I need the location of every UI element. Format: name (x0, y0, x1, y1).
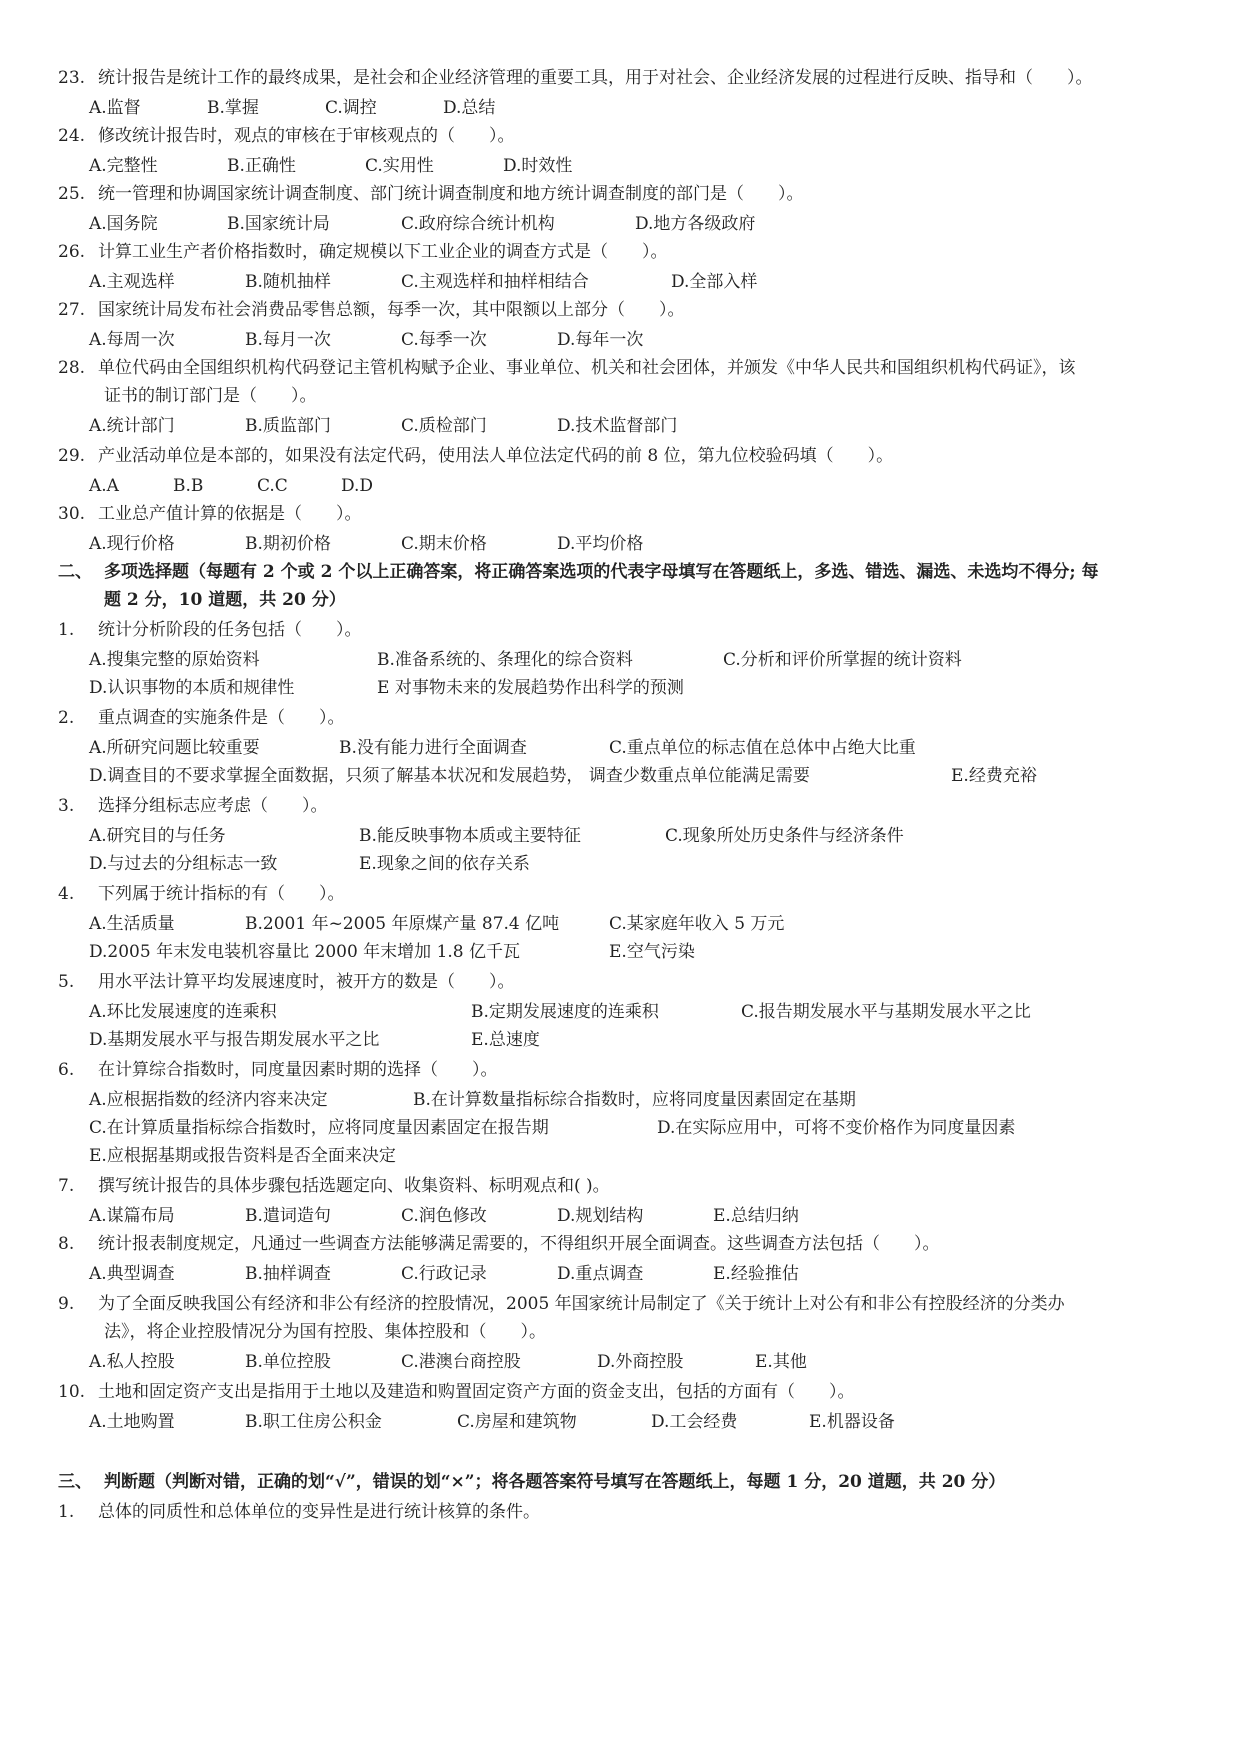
option-b: B.B (173, 476, 204, 496)
question-25: 25. 统一管理和协调国家统计调查制度、部门统计调查制度和地方统计调查制度的部门是（ ）。 (58, 184, 804, 204)
options-row (89, 1000, 1031, 1024)
option-b: B.单位控股 (245, 1352, 331, 1372)
options-row (89, 1028, 540, 1052)
option-d: D.规划结构 (557, 1206, 644, 1226)
option-c: C.某家庭年收入 5 万元 (609, 914, 785, 934)
option-a: A.统计部门 (89, 416, 175, 436)
option-d: D.与过去的分组标志一致 (89, 854, 278, 874)
question-28: 28. 单位代码由全国组织机构代码登记主管机构赋予企业、事业单位、机关和社会团体，并颁发《中华人民共和国组织机构代码证》，该 (58, 358, 1076, 378)
option-e: E.经费充裕 (951, 766, 1037, 786)
option-d: D.基期发展水平与报告期发展水平之比 (89, 1030, 380, 1050)
option-a: A.主观选样 (89, 272, 175, 292)
options-row (89, 648, 962, 672)
section-2-title: 多项选择题（每题有 2 个或 2 个以上正确答案，将正确答案选项的代表字母填写在答题纸上，多选、错选、漏选、未选均不得分; 每 (104, 562, 1099, 582)
option-b: B.没有能力进行全面调查 (339, 738, 527, 758)
question-9-continued: 法》，将企业控股情况分为国有控股、集体控股和（ ）。 (104, 1322, 546, 1342)
option-a: A.生活质量 (89, 914, 175, 934)
option-a: A.土地购置 (89, 1412, 175, 1432)
options-row (89, 1262, 799, 1286)
option-e: E.经验推估 (713, 1264, 799, 1284)
option-c: C.房屋和建筑物 (457, 1412, 577, 1432)
option-a: A.所研究问题比较重要 (89, 738, 260, 758)
multi-question-6: 6. 在计算综合指数时，同度量因素时期的选择（ ）。 (58, 1060, 498, 1080)
options-28 (89, 414, 677, 438)
multi-question-4: 4. 下列属于统计指标的有（ ）。 (58, 884, 345, 904)
question-text: 单位代码由全国组织机构代码登记主管机构赋予企业、事业单位、机关和社会团体，并颁发《中华人民共和国组织机构代码证》，该 (98, 358, 1076, 378)
question-text: 为了全面反映我国公有经济和非公有经济的控股情况，2005 年国家统计局制定了《关于统计上对公有和非公有控股经济的分类办 (98, 1294, 1065, 1314)
option-b: B.正确性 (227, 156, 296, 176)
options-row (89, 824, 904, 848)
option-e: E.现象之间的依存关系 (359, 854, 530, 874)
option-e: E.其他 (755, 1352, 807, 1372)
option-d: D.在实际应用中，可将不变价格作为同度量因素 (657, 1118, 1016, 1138)
question-text: 重点调查的实施条件是（ ）。 (98, 708, 345, 728)
question-text: 土地和固定资产支出是指用于土地以及建造和购置固定资产方面的资金支出，包括的方面有（ ）。 (98, 1382, 855, 1402)
question-text: 统计分析阶段的任务包括（ ）。 (98, 620, 362, 640)
option-b: B.职工住房公积金 (245, 1412, 382, 1432)
option-d: D.每年一次 (557, 330, 644, 350)
option-c: C.分析和评价所掌握的统计资料 (723, 650, 962, 670)
question-26: 26. 计算工业生产者价格指数时，确定规模以下工业企业的调查方式是（ ）。 (58, 242, 668, 262)
option-d: D.重点调查 (557, 1264, 644, 1284)
option-e: E.总结归纳 (713, 1206, 799, 1226)
option-c: C.期末价格 (401, 534, 487, 554)
options-row (89, 764, 1037, 788)
options-30 (89, 532, 643, 556)
option-a: A.监督 (89, 98, 141, 118)
question-text: 修改统计报告时，观点的审核在于审核观点的（ ）。 (98, 126, 515, 146)
section-2-title-continued: 题 2 分，10 道题，共 20 分） (104, 590, 346, 610)
options-row (89, 1144, 396, 1168)
question-30: 30. 工业总产值计算的依据是（ ）。 (58, 504, 362, 524)
option-b: B.质监部门 (245, 416, 331, 436)
options-27 (89, 328, 643, 352)
option-d: D.调查目的不要求掌握全面数据，只须了解基本状况和发展趋势， 调查少数重点单位能满足需要 (89, 766, 810, 786)
option-a: A.现行价格 (89, 534, 175, 554)
option-e: E.总速度 (471, 1030, 540, 1050)
judge-question-1: 1. 总体的同质性和总体单位的变异性是进行统计核算的条件。 (58, 1502, 540, 1522)
options-row (89, 1350, 807, 1374)
multi-question-9: 9. 为了全面反映我国公有经济和非公有经济的控股情况，2005 年国家统计局制定了《关于统计上对公有和非公有控股经济的分类办 (58, 1294, 1065, 1314)
question-text: 统计报表制度规定，凡通过一些调查方法能够满足需要的，不得组织开展全面调查。这些调查方法包括（ ）。 (98, 1234, 940, 1254)
question-text: 总体的同质性和总体单位的变异性是进行统计核算的条件。 (98, 1502, 540, 1522)
option-c: C.调控 (325, 98, 377, 118)
option-d: D.平均价格 (557, 534, 644, 554)
options-row (89, 852, 530, 876)
multi-question-5: 5. 用水平法计算平均发展速度时，被开方的数是（ ）。 (58, 972, 515, 992)
option-b: B.能反映事物本质或主要特征 (359, 826, 581, 846)
option-a: A.国务院 (89, 214, 158, 234)
question-text: 用水平法计算平均发展速度时，被开方的数是（ ）。 (98, 972, 515, 992)
question-text: 在计算综合指数时，同度量因素时期的选择（ ）。 (98, 1060, 498, 1080)
options-26 (89, 270, 757, 294)
option-c: C.实用性 (365, 156, 434, 176)
multi-question-8: 8. 统计报表制度规定，凡通过一些调查方法能够满足需要的，不得组织开展全面调查。这些调查方法包括（ ）。 (58, 1234, 940, 1254)
option-b: B.期初价格 (245, 534, 331, 554)
option-e: E.应根据基期或报告资料是否全面来决定 (89, 1146, 396, 1166)
option-e: E 对事物未来的发展趋势作出科学的预测 (377, 678, 684, 698)
section-2-heading: 二、 多项选择题（每题有 2 个或 2 个以上正确答案，将正确答案选项的代表字母填写在答题纸上，多选、错选、漏选、未选均不得分; 每 (58, 562, 1099, 582)
option-b: B.抽样调查 (245, 1264, 331, 1284)
option-d: D.全部入样 (671, 272, 758, 292)
option-c: C.每季一次 (401, 330, 487, 350)
question-text: 国家统计局发布社会消费品零售总额，每季一次，其中限额以上部分（ ）。 (98, 300, 685, 320)
multi-question-1: 1. 统计分析阶段的任务包括（ ）。 (58, 620, 362, 640)
option-c: C.主观选样和抽样相结合 (401, 272, 589, 292)
option-d: D.2005 年末发电装机容量比 2000 年末增加 1.8 亿千瓦 (89, 942, 521, 962)
multi-question-3: 3. 选择分组标志应考虑（ ）。 (58, 796, 328, 816)
option-b: B.2001 年~2005 年原煤产量 87.4 亿吨 (245, 914, 560, 934)
options-row (89, 1410, 895, 1434)
option-d: D.总结 (443, 98, 496, 118)
question-text: 撰写统计报告的具体步骤包括选题定向、收集资料、标明观点和( )。 (98, 1176, 610, 1196)
option-b: B.每月一次 (245, 330, 331, 350)
question-text: 统一管理和协调国家统计调查制度、部门统计调查制度和地方统计调查制度的部门是（ ）。 (98, 184, 804, 204)
option-b: B.遣词造句 (245, 1206, 331, 1226)
question-text: 工业总产值计算的依据是（ ）。 (98, 504, 362, 524)
options-row (89, 1088, 856, 1112)
option-a: A.搜集完整的原始资料 (89, 650, 260, 670)
option-c: C.重点单位的标志值在总体中占绝大比重 (609, 738, 916, 758)
options-23 (89, 96, 495, 120)
question-24: 24. 修改统计报告时，观点的审核在于审核观点的（ ）。 (58, 126, 515, 146)
option-c: C.在计算质量指标综合指数时，应将同度量因素固定在报告期 (89, 1118, 549, 1138)
option-b: B.准备系统的、条理化的综合资料 (377, 650, 633, 670)
option-d: D.认识事物的本质和规律性 (89, 678, 295, 698)
option-b: B.掌握 (207, 98, 259, 118)
multi-question-2: 2. 重点调查的实施条件是（ ）。 (58, 708, 345, 728)
section-3-title: 判断题（判断对错，正确的划“√”，错误的划“×”；将各题答案符号填写在答题纸上，每题 1 分，20 道题，共 20 分） (104, 1472, 1006, 1492)
option-c: C.质检部门 (401, 416, 487, 436)
option-a: A.环比发展速度的连乘积 (89, 1002, 277, 1022)
question-text: 计算工业生产者价格指数时，确定规模以下工业企业的调查方式是（ ）。 (98, 242, 668, 262)
option-e: E.机器设备 (809, 1412, 895, 1432)
question-text: 下列属于统计指标的有（ ）。 (98, 884, 345, 904)
question-text: 产业活动单位是本部的，如果没有法定代码，使用法人单位法定代码的前 8 位，第九位校验码填（ ）。 (98, 446, 894, 466)
question-text: 统计报告是统计工作的最终成果，是社会和企业经济管理的重要工具，用于对社会、企业经济发展的过程进行反映、指导和（ ）。 (98, 68, 1093, 88)
option-c: C.行政记录 (401, 1264, 487, 1284)
question-29: 29. 产业活动单位是本部的，如果没有法定代码，使用法人单位法定代码的前 8 位，第九位校验码填（ ）。 (58, 446, 894, 466)
option-a: A.谋篇布局 (89, 1206, 175, 1226)
options-row (89, 676, 684, 700)
options-25 (89, 212, 755, 236)
multi-question-7: 7. 撰写统计报告的具体步骤包括选题定向、收集资料、标明观点和( )。 (58, 1176, 610, 1196)
option-d: D.时效性 (503, 156, 573, 176)
option-b: B.在计算数量指标综合指数时，应将同度量因素固定在基期 (413, 1090, 856, 1110)
option-a: A.每周一次 (89, 330, 175, 350)
option-a: A.完整性 (89, 156, 158, 176)
options-row (89, 912, 784, 936)
question-23: 23. 统计报告是统计工作的最终成果，是社会和企业经济管理的重要工具，用于对社会、企业经济发展的过程进行反映、指导和（ ）。 (58, 68, 1093, 88)
options-row (89, 1116, 1015, 1140)
option-c: C.报告期发展水平与基期发展水平之比 (741, 1002, 1031, 1022)
option-c: C.港澳台商控股 (401, 1352, 521, 1372)
options-24 (89, 154, 572, 178)
option-a: A.应根据指数的经济内容来决定 (89, 1090, 328, 1110)
option-c: C.现象所处历史条件与经济条件 (665, 826, 904, 846)
options-29 (89, 474, 373, 498)
option-b: B.国家统计局 (227, 214, 330, 234)
option-a: A.A (89, 476, 119, 496)
option-c: C.C (257, 476, 288, 496)
option-d: D.地方各级政府 (635, 214, 756, 234)
question-28-continued: 证书的制订部门是（ ）。 (104, 386, 317, 406)
question-27: 27. 国家统计局发布社会消费品零售总额，每季一次，其中限额以上部分（ ）。 (58, 300, 685, 320)
section-3-heading: 三、 判断题（判断对错，正确的划“√”，错误的划“×”；将各题答案符号填写在答题纸上，每题 1 分，20 道题，共 20 分） (58, 1472, 1006, 1492)
question-text: 选择分组标志应考虑（ ）。 (98, 796, 328, 816)
option-a: A.研究目的与任务 (89, 826, 226, 846)
option-e: E.空气污染 (609, 942, 695, 962)
option-d: D.技术监督部门 (557, 416, 678, 436)
options-row (89, 940, 695, 964)
option-c: C.政府综合统计机构 (401, 214, 555, 234)
option-b: B.定期发展速度的连乘积 (471, 1002, 659, 1022)
option-a: A.私人控股 (89, 1352, 175, 1372)
options-row (89, 736, 916, 760)
option-d: D.工会经费 (651, 1412, 738, 1432)
multi-question-10: 10. 土地和固定资产支出是指用于土地以及建造和购置固定资产方面的资金支出，包括的方面有（ ）。 (58, 1382, 855, 1402)
option-d: D.D (341, 476, 374, 496)
option-b: B.随机抽样 (245, 272, 331, 292)
options-row (89, 1204, 799, 1228)
option-d: D.外商控股 (597, 1352, 684, 1372)
option-a: A.典型调查 (89, 1264, 175, 1284)
option-c: C.润色修改 (401, 1206, 487, 1226)
